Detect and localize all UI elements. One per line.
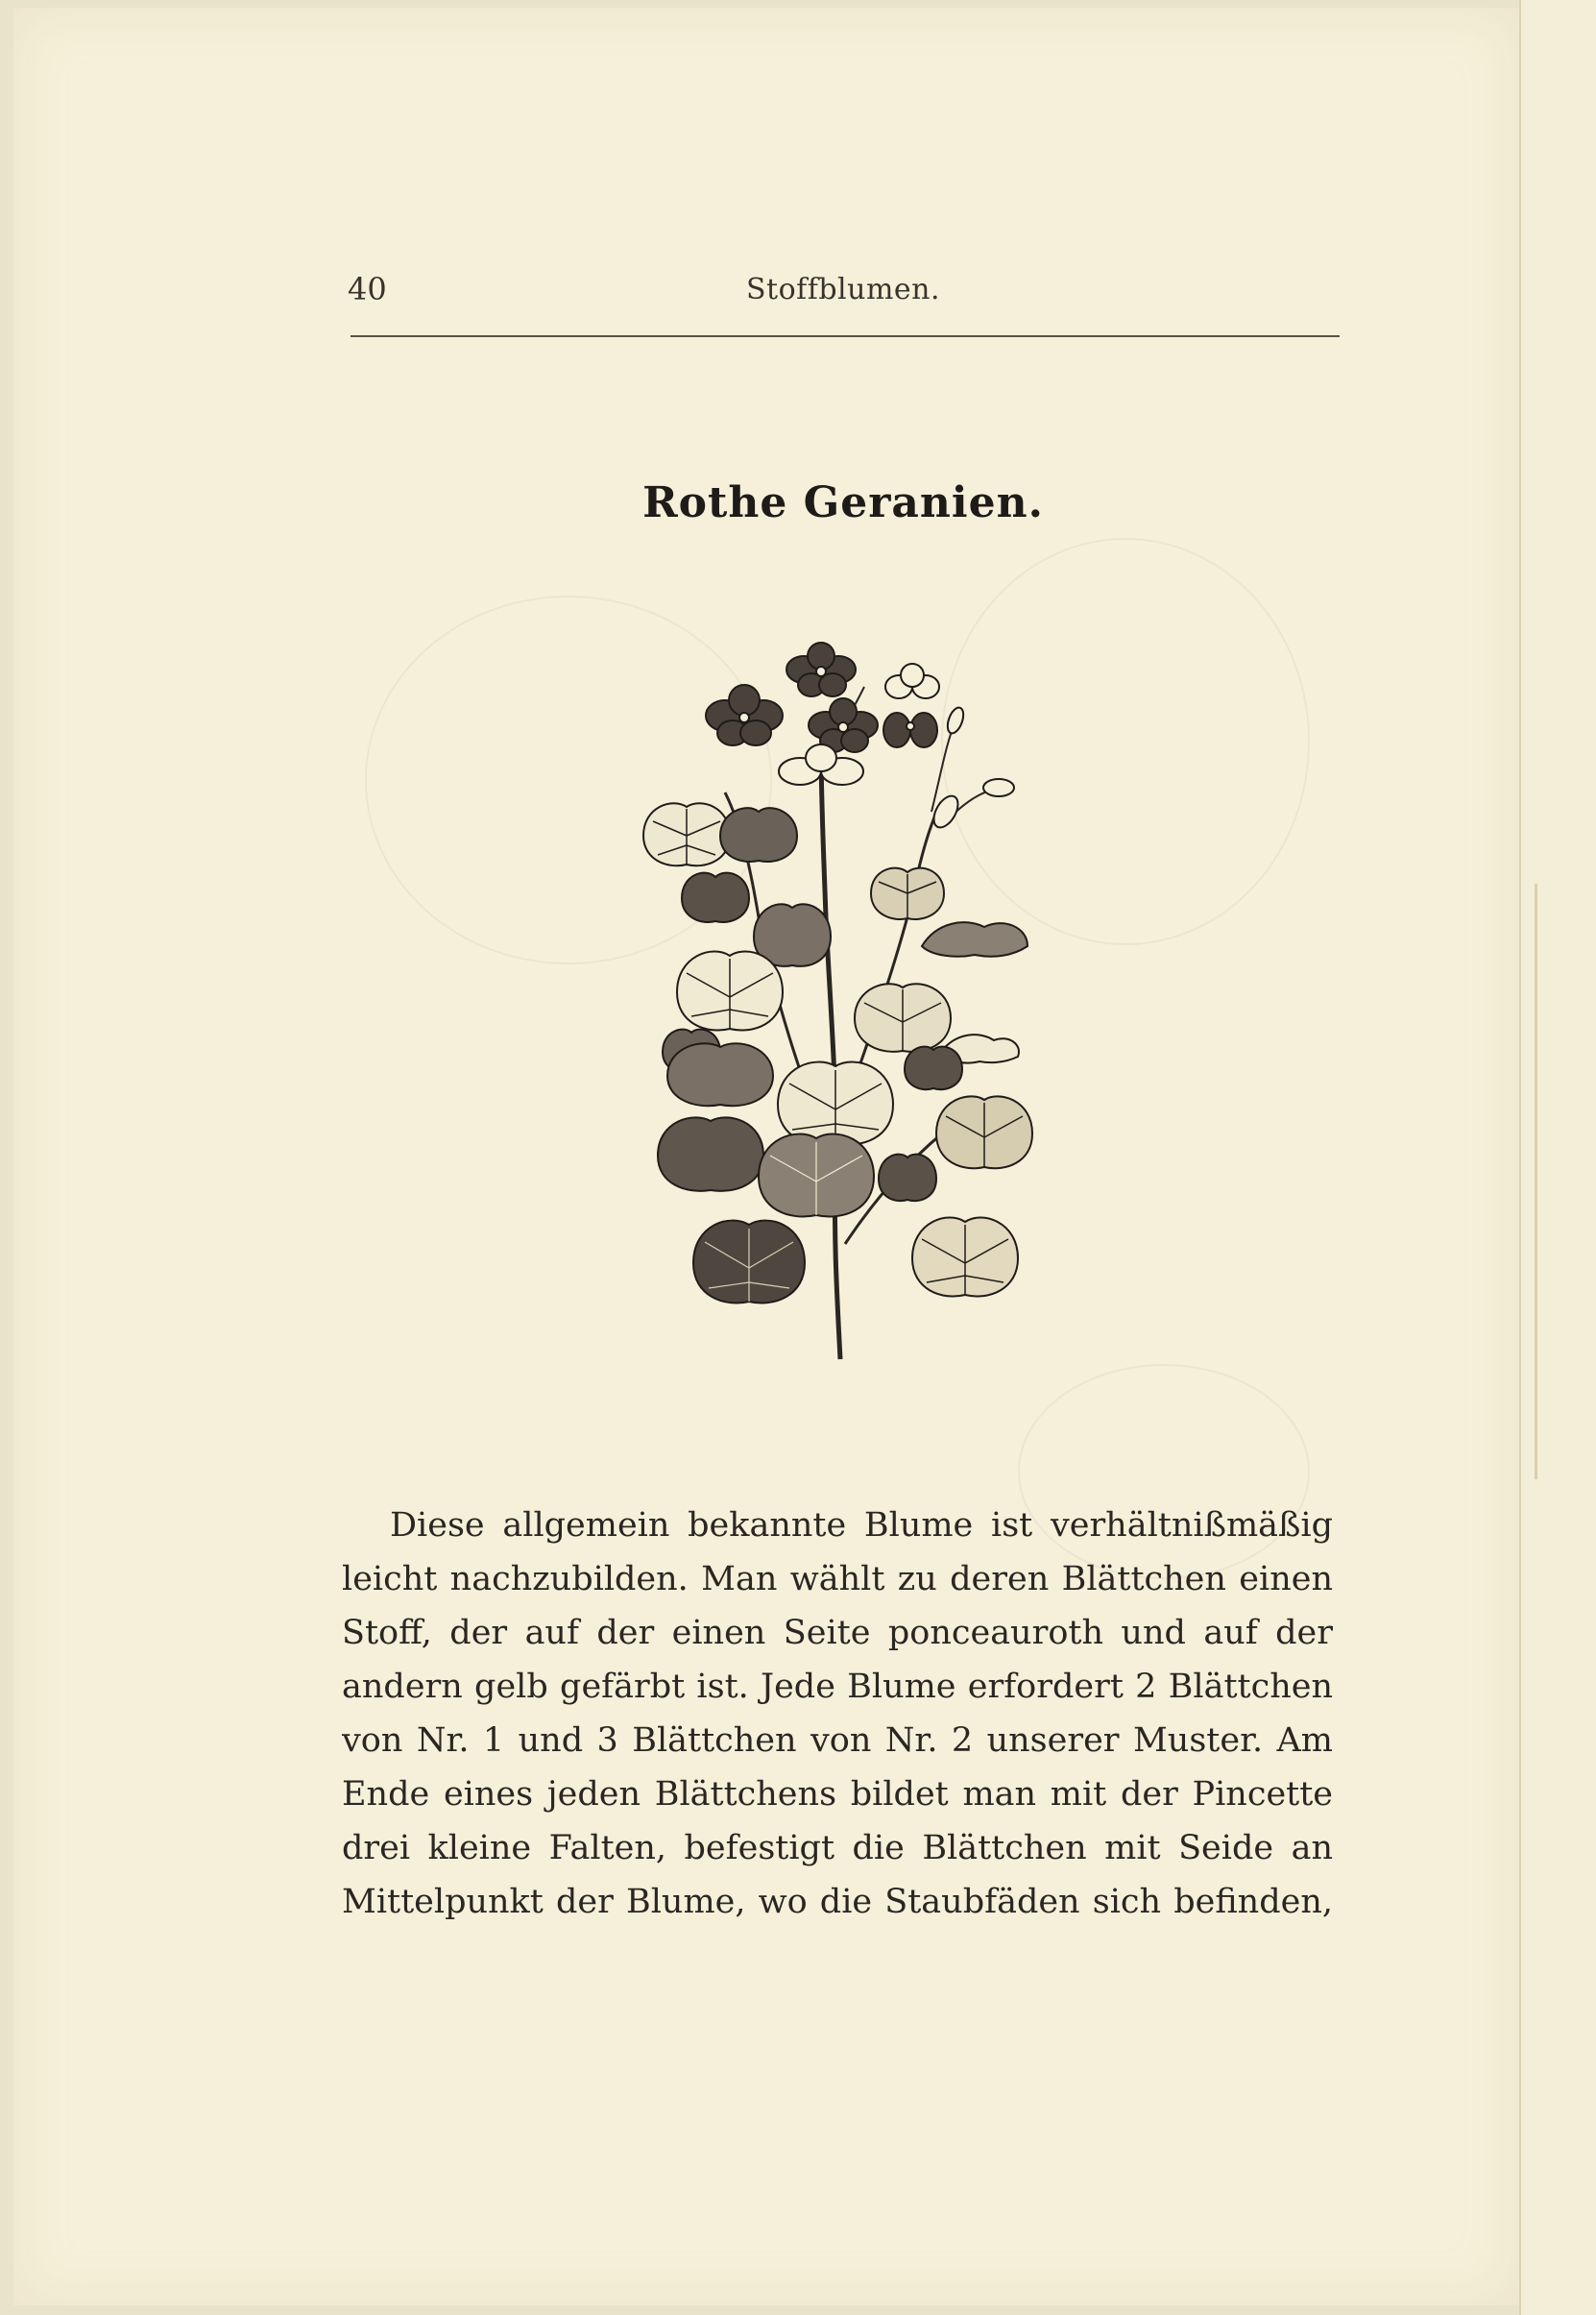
leaf xyxy=(658,1117,763,1191)
text-line: leicht nachzubilden. Man wählt zu deren Blättchen einen xyxy=(342,1560,1333,1598)
flower xyxy=(786,643,856,696)
leaf xyxy=(879,1155,936,1202)
leaf xyxy=(922,922,1028,957)
section-title: Rothe Geranien. xyxy=(642,478,1044,527)
page-edge-crease xyxy=(1535,884,1537,1479)
leaf xyxy=(759,1134,874,1217)
leaf xyxy=(912,1218,1018,1297)
leaf xyxy=(871,868,944,919)
body-paragraph xyxy=(342,1499,1333,1929)
text-line: Stoff, der auf der einen Seite ponceauroth und auf der xyxy=(342,1614,1333,1652)
text-line: von Nr. 1 und 3 Blättchen von Nr. 2 unserer Muster. Am xyxy=(342,1721,1333,1760)
flower xyxy=(883,713,937,747)
leaf xyxy=(667,1043,773,1106)
header-rule xyxy=(351,335,1340,337)
leaf xyxy=(855,984,951,1052)
page-edge xyxy=(1519,0,1596,2315)
leaf xyxy=(778,1062,893,1145)
text-line: drei kleine Falten, befestigt die Blättchen mit Seide an xyxy=(342,1829,1333,1867)
running-title: Stoffblumen. xyxy=(745,273,941,306)
leaf xyxy=(643,803,730,865)
text-line: andern gelb gefärbt ist. Jede Blume erfordert 2 Blättchen xyxy=(342,1668,1333,1706)
stem xyxy=(821,744,840,1359)
page-number: 40 xyxy=(348,271,387,307)
text-line: Ende eines jeden Blättchens bildet man mit der Pincette xyxy=(342,1775,1333,1814)
leaf xyxy=(720,808,797,862)
flower xyxy=(706,685,783,745)
text-line: Diese allgemein bekannte Blume ist verhältnißmäßig xyxy=(390,1506,1333,1545)
running-header xyxy=(348,267,1339,315)
leaf xyxy=(936,1096,1032,1168)
flower-open xyxy=(885,664,939,698)
bud xyxy=(945,705,967,735)
leaf xyxy=(677,952,783,1031)
bud xyxy=(983,779,1014,796)
leaf xyxy=(693,1221,805,1304)
geranium-illustration xyxy=(615,629,1047,1369)
leaf xyxy=(682,873,749,922)
text-line: Mittelpunkt der Blume, wo die Staubfäden sich befinden, xyxy=(342,1883,1333,1921)
leaf xyxy=(905,1047,962,1090)
